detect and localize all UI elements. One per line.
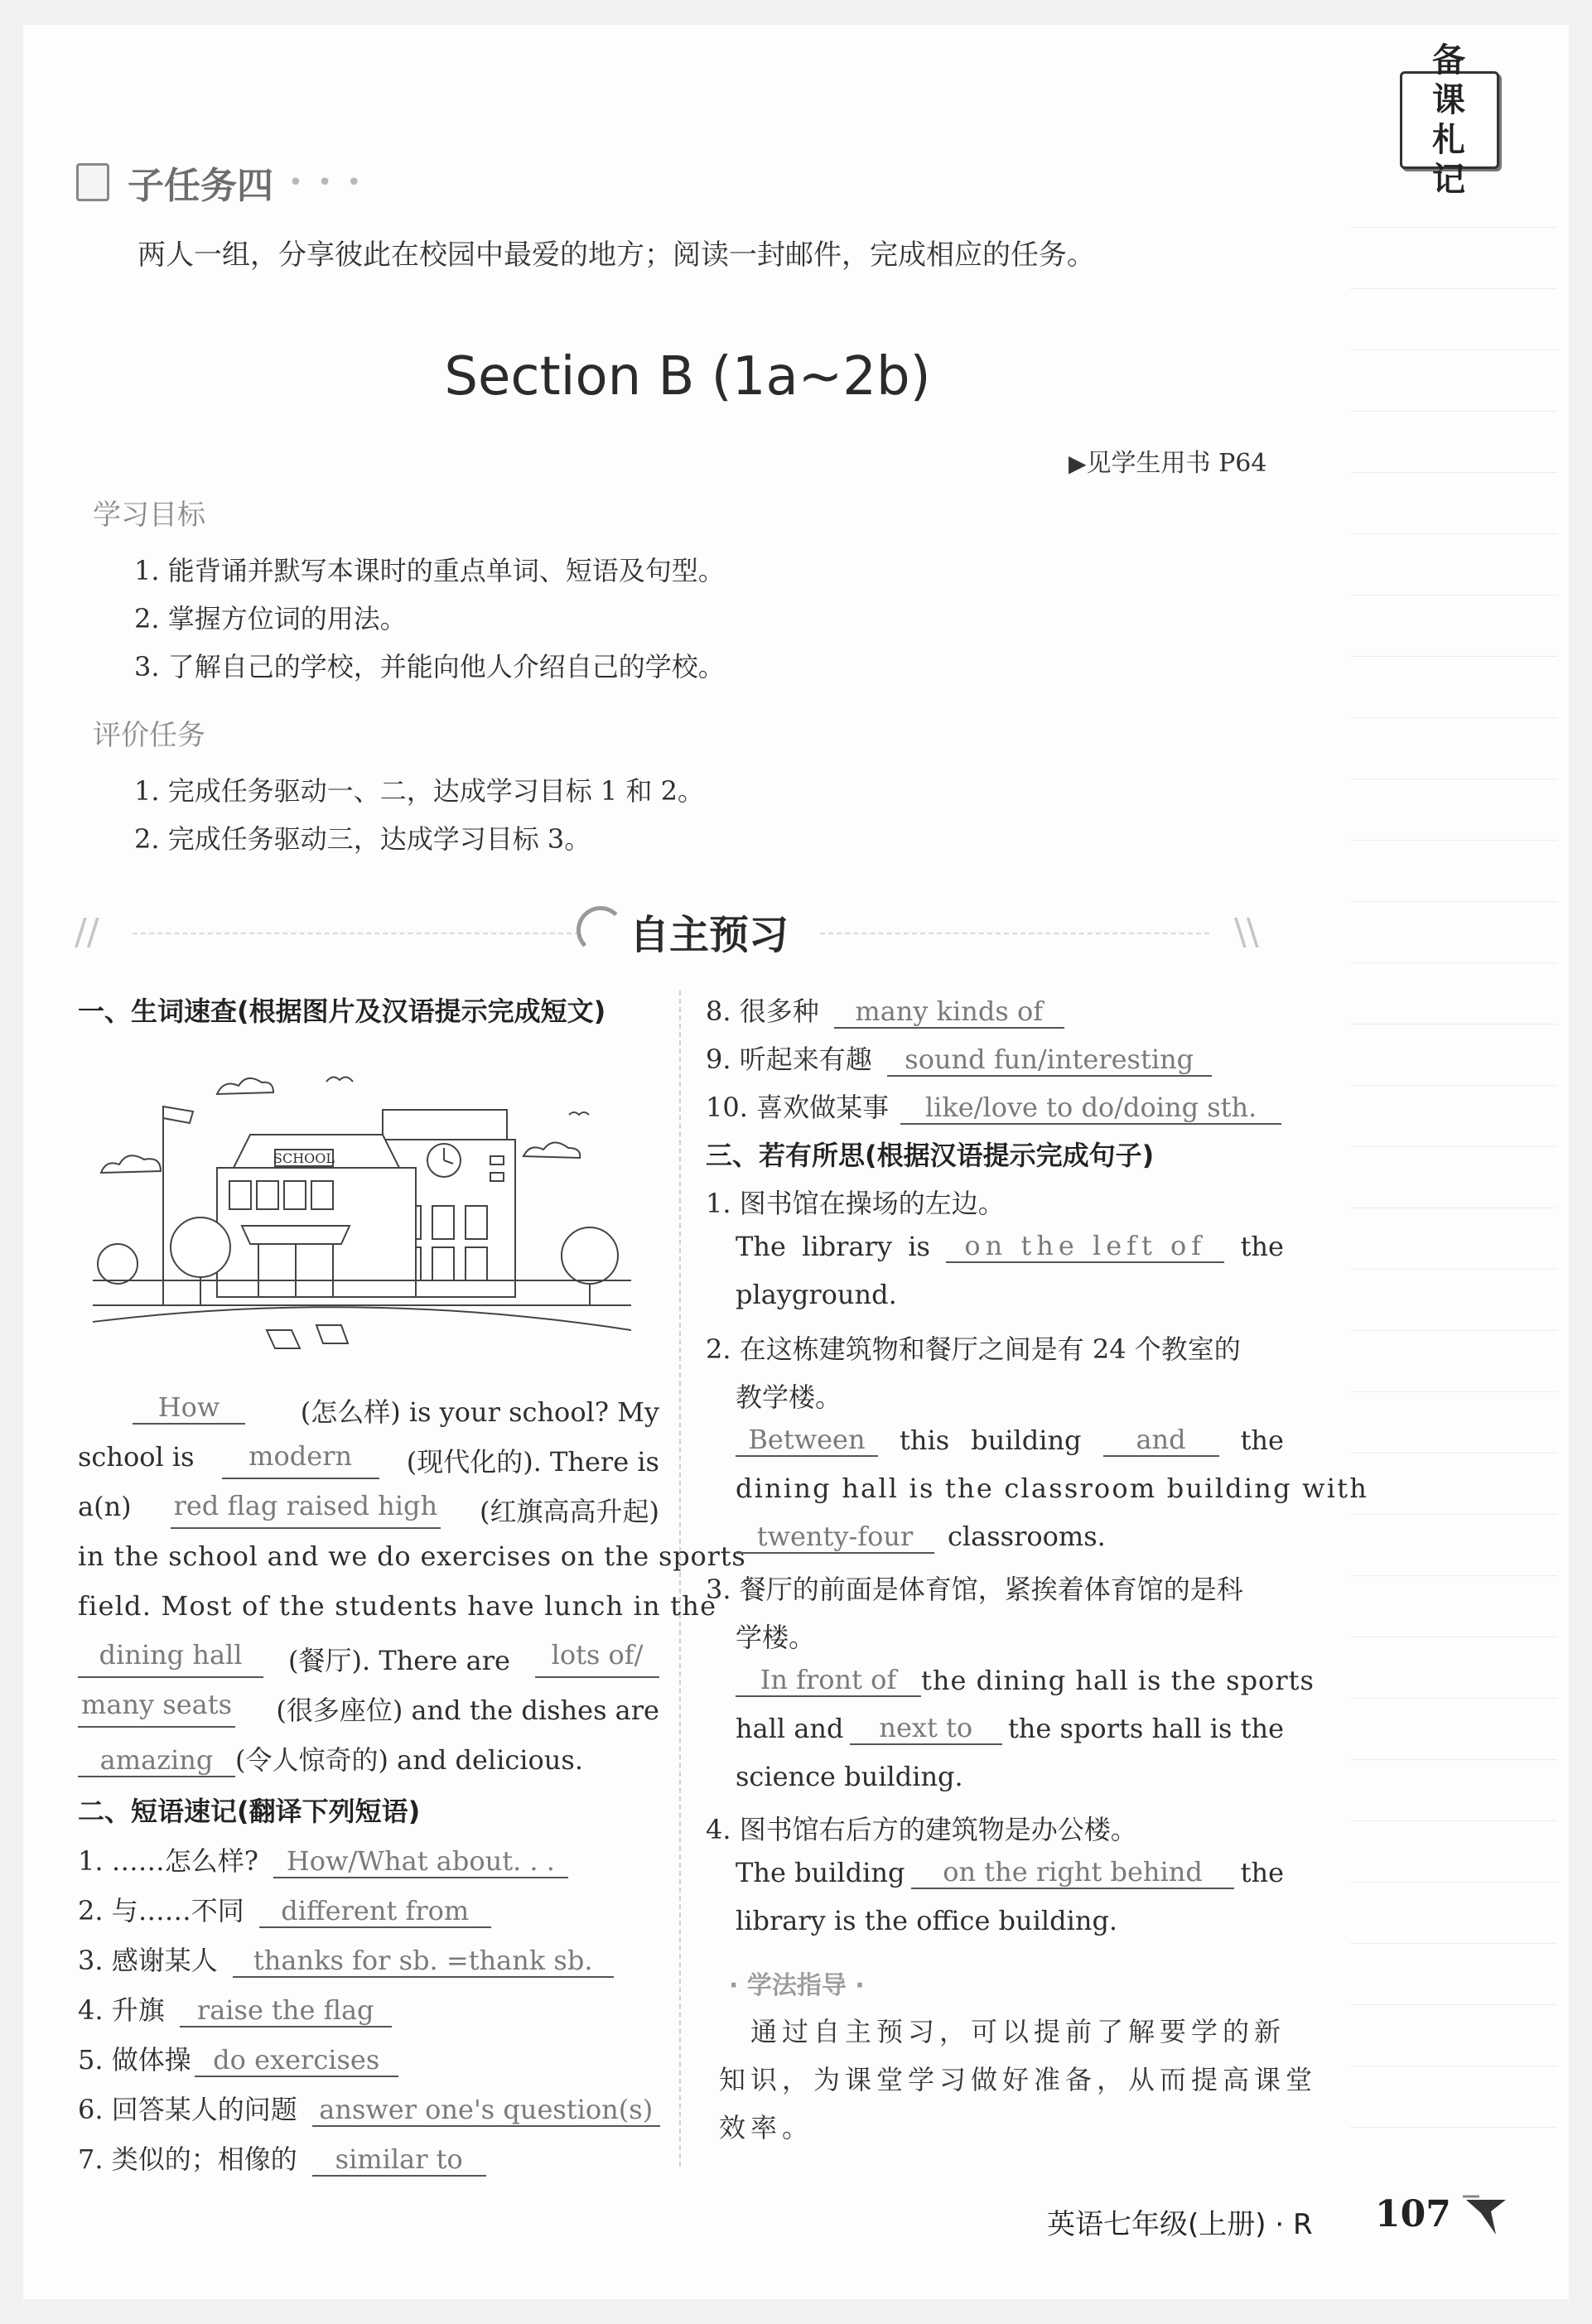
sentence-line [736,1857,1284,1889]
phrase-item [78,1989,392,2027]
answer-blank[interactable]: red flag raised high [171,1491,441,1529]
phrase-item [78,2089,660,2127]
task-item: 2. 完成任务驱动三，达成学习目标 3。 [134,823,591,855]
answer-blank[interactable]: different from [259,1896,491,1928]
sentence-word: playground. [736,1279,897,1310]
corner-arrow-icon [1463,2195,1509,2238]
school-sign [273,1150,335,1166]
answer-blank[interactable]: do exercises [195,2045,398,2077]
passage-blank [78,1391,245,1430]
sentence-word: science building. [736,1761,963,1792]
phrase-item [78,1840,568,1878]
phrase-question: 6. 回答某人的问题 [78,2094,297,2125]
school-sign-text: SCHOOL [273,1150,335,1166]
passage-text: school is [78,1441,195,1473]
passage-line [78,1739,583,1777]
part2-heading: 二、短语速记(翻译下列短语) [78,1796,421,1827]
passage-text: in the school and we do exercises on the sports [78,1540,746,1572]
phrase-item [706,1039,1212,1077]
passage-line [78,1491,659,1529]
answer-blank[interactable]: lots of/ [535,1640,659,1678]
sentence-chinese: 学楼。 [736,1622,816,1653]
arc-icon [576,906,625,954]
passage-text: (很多座位) and the dishes are [276,1695,659,1726]
sentence-line [736,1231,1284,1263]
tip-text: 通过自主预习，可以提前了解要学的新 [719,2016,1286,2047]
sentence-line [736,1713,1284,1745]
notes-margin [1342,25,1569,2299]
answer-blank[interactable]: amazing [78,1745,235,1777]
passage-line [78,1690,659,1728]
phrase-item [706,1087,1281,1125]
phrase-question: 4. 升旗 [78,1994,165,2026]
answer-blank[interactable]: on the right behind [911,1857,1234,1889]
sentence-chinese: 4. 图书馆右后方的建筑物是办公楼。 [706,1814,1137,1845]
book-title: 英语七年级(上册) · R [1047,2208,1313,2241]
sentence-line [736,1664,1315,1697]
answer-blank[interactable]: How [133,1392,245,1425]
answer-blank[interactable]: dining hall [78,1640,263,1678]
sentence-word: classrooms. [948,1521,1106,1552]
phrase-question: 10. 喜欢做某事 [706,1092,890,1123]
notebook-icon [76,163,109,201]
subtask-title: 子任务四 [128,165,273,207]
sentence-word: The building [736,1857,905,1888]
passage-text: (现代化的). There is [406,1446,659,1478]
answer-blank[interactable]: next to [850,1713,1002,1745]
sentence-word: the dining hall is the sports [921,1665,1315,1696]
answer-blank[interactable]: thanks for sb. =thank sb. [233,1946,614,1978]
passage-text: a(n) [78,1491,132,1522]
book-reference-text: 见学生用书 P64 [1086,449,1267,478]
answer-blank[interactable]: answer one's question(s) [312,2095,660,2127]
answer-blank[interactable]: In front of [736,1665,921,1697]
book-reference [1069,442,1266,479]
sentence-word: hall and [736,1713,844,1744]
preview-title: 自主预习 [630,912,789,958]
sentence-line [736,1521,1106,1554]
sentence-word: the [1240,1231,1284,1262]
school-illustration [93,1057,631,1372]
answer-blank[interactable]: Between [736,1425,878,1457]
subtask-instruction: 两人一组，分享彼此在校园中最爱的地方；阅读一封邮件，完成相应的任务。 [137,239,1095,272]
goal-item: 2. 掌握方位词的用法。 [134,603,407,634]
answer-blank[interactable]: How/What about. . . [273,1846,568,1878]
page-number: 107 [1375,2193,1451,2235]
passage-text: (餐厅). There are [288,1645,510,1676]
goals-heading: 学习目标 [93,499,205,532]
sentence-word: dining hall is the classroom building with [736,1473,1369,1504]
sentence-word: the sports hall is the [1007,1713,1284,1744]
goal-item: 1. 能背诵并默写本课时的重点单词、短语及句型。 [134,555,725,586]
answer-blank[interactable]: and [1103,1425,1219,1457]
section-title: Section B (1a~2b) [444,346,931,407]
tip-heading: · 学法指导 · [729,1971,865,2000]
subtask-dots: • • • [288,167,365,197]
sentence-chinese: 教学楼。 [736,1381,842,1413]
part1-heading: 一、生词速查(根据图片及汉语提示完成短文) [78,996,606,1027]
phrase-item [78,1940,614,1978]
triangle-icon: ▶ [1069,450,1087,477]
phrase-question: 5. 做体操 [78,2044,191,2076]
sentence-word: the [1240,1857,1284,1888]
sentence-word: library [802,1231,892,1262]
subtask-heading [76,156,364,209]
phrase-question: 1. ……怎么样? [78,1845,258,1877]
slash-decoration: // [75,911,99,953]
passage-text: field. Most of the students have lunch in the [78,1590,717,1622]
part3-heading: 三、若有所思(根据汉语提示完成句子) [706,1140,1155,1171]
slash-decoration: \\ [1234,911,1259,953]
answer-blank[interactable]: on the left of [946,1231,1224,1263]
answer-blank[interactable]: like/love to do/doing sth. [900,1092,1281,1125]
passage-text: (红旗高高升起) [480,1496,659,1527]
sentence-word: this [900,1425,950,1456]
phrase-question: 8. 很多种 [706,996,819,1027]
phrase-item [78,2039,398,2077]
passage-text: (怎么样) is your school? My [300,1396,659,1428]
sentence-chinese: 3. 餐厅的前面是体育馆，紧挨着体育馆的是科 [706,1574,1243,1605]
sentence-word: The [736,1231,786,1262]
tip-text: 知识，为课堂学习做好准备，从而提高课堂 [719,2064,1318,2095]
passage-text: (令人惊奇的) and delicious. [235,1744,584,1776]
answer-blank[interactable]: many kinds of [834,996,1064,1029]
answer-blank[interactable]: similar to [312,2144,486,2177]
answer-blank[interactable]: sound fun/interesting [887,1044,1212,1077]
goal-item: 3. 了解自己的学校，并能向他人介绍自己的学校。 [134,651,725,682]
phrase-question: 9. 听起来有趣 [706,1044,872,1075]
passage-line [78,1441,659,1479]
preview-banner [75,903,1292,961]
answer-blank[interactable]: modern [222,1441,379,1479]
sentence-word: is [908,1231,930,1262]
sentence-line [736,1425,1284,1457]
phrase-item [78,1890,491,1928]
answer-blank[interactable]: raise the flag [180,1995,392,2027]
tip-text: 效率。 [719,2112,814,2143]
phrase-item [706,991,1064,1029]
sentence-chinese: 1. 图书馆在操场的左边。 [706,1188,1005,1219]
sentence-chinese: 2. 在这栋建筑物和餐厅之间是有 24 个教室的 [706,1333,1241,1365]
phrase-question: 7. 类似的；相像的 [78,2143,297,2175]
phrase-question: 2. 与……不同 [78,1895,244,1926]
phrase-question: 3. 感谢某人 [78,1945,218,1976]
passage-line [78,1640,659,1678]
phrase-item [78,2138,486,2177]
passage-line [78,1391,659,1430]
sentence-word: building [971,1425,1082,1456]
tasks-heading: 评价任务 [93,719,205,752]
task-item: 1. 完成任务驱动一、二，达成学习目标 1 和 2。 [134,775,704,807]
answer-blank[interactable]: twenty-four [736,1521,934,1554]
notes-badge [1400,41,1499,199]
answer-blank[interactable]: many seats [78,1690,235,1728]
sentence-word: the [1240,1425,1284,1456]
column-divider [679,991,681,2167]
sentence-word: library is the office building. [736,1905,1118,1936]
notes-badge-label: 备课札记 [1432,41,1467,199]
